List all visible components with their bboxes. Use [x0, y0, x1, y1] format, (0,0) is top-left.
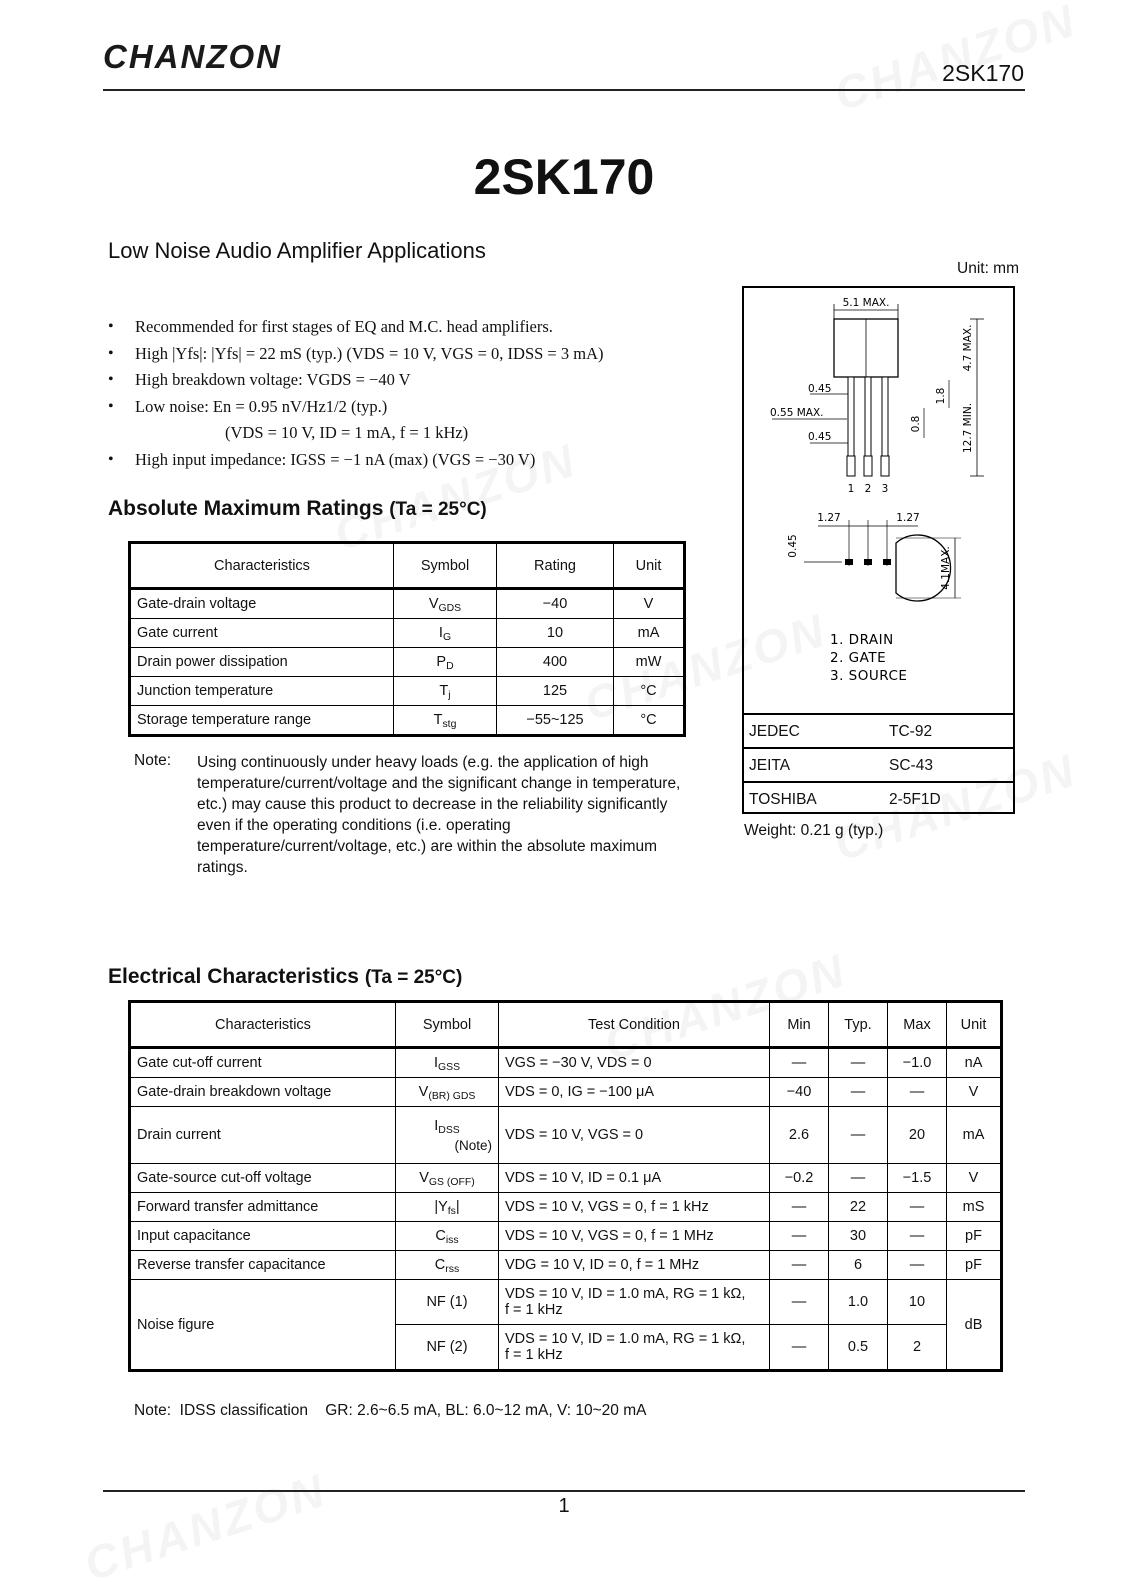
- amr-note-text: Using continuously under heavy loads (e.g. the application of high temperature/current/voltage and the significant change in temperature, etc.) may cause this product to decrease in the reliability significantly even if the operating conditions (i.e. operating temperature/current/voltage, etc.) are within the absolute maximum ratings.: [197, 754, 681, 876]
- package-weight: Weight: 0.21 g (typ.): [744, 822, 884, 839]
- package-standard-row: [744, 781, 1013, 816]
- page-title: 2SK170: [473, 149, 655, 205]
- characteristic-cell: Gate current: [130, 619, 394, 648]
- typ-cell: 1.0: [829, 1280, 888, 1325]
- footer-divider: [103, 1490, 1025, 1492]
- header-part-number: 2SK170: [942, 60, 1024, 86]
- standard-code: SC-43: [889, 757, 933, 774]
- symbol-cell: $P_D$: [394, 648, 497, 677]
- unit-cell: pF: [947, 1251, 1002, 1280]
- absolute-maximum-ratings-table: [128, 541, 686, 737]
- pin-pad-2: [864, 559, 872, 565]
- dim-18: 1.8: [935, 387, 947, 405]
- table-row: [130, 1193, 1002, 1222]
- pin-number: 3: [881, 483, 889, 495]
- max-cell: —: [888, 1193, 947, 1222]
- amr-condition: (Ta = 25°C): [389, 499, 487, 520]
- unit-cell: V: [947, 1078, 1002, 1107]
- lead-2: [865, 377, 871, 459]
- column-header: Max: [888, 1002, 947, 1048]
- pin-number: 2: [864, 483, 872, 495]
- lead-end-1: [847, 456, 855, 476]
- characteristic-cell: Gate-source cut-off voltage: [130, 1164, 396, 1193]
- symbol-cell: $V_{(BR) GDS}$: [396, 1078, 499, 1107]
- amr-heading: [108, 497, 487, 521]
- table-row: [130, 619, 685, 648]
- test-condition-cell: VDS = 10 V, ID = 1.0 mA, RG = 1 kΩ, f = 1 kHz: [499, 1280, 770, 1325]
- characteristic-cell: Drain power dissipation: [130, 648, 394, 677]
- package-drawing-panel: [742, 286, 1015, 814]
- test-condition-cell: VDG = 10 V, ID = 0, f = 1 MHz: [499, 1251, 770, 1280]
- dim-lead-055: 0.55 MAX.: [770, 407, 824, 419]
- characteristic-cell: Junction temperature: [130, 677, 394, 706]
- characteristic-cell: Gate-drain breakdown voltage: [130, 1078, 396, 1107]
- symbol-note: (Note): [454, 1137, 492, 1153]
- table-row: [130, 1280, 1002, 1325]
- table-row: [130, 1164, 1002, 1193]
- pin-legend-gate: 2. GATE: [830, 650, 887, 666]
- feature-item: • High breakdown voltage: VGDS = −40 V: [108, 367, 728, 394]
- unit-cell: mS: [947, 1193, 1002, 1222]
- feature-item: • High |Yfs|: |Yfs| = 22 mS (typ.) (VDS = 10 V, VGS = 0, IDSS = 3 mA): [108, 341, 728, 368]
- min-cell: —: [770, 1280, 829, 1325]
- test-condition-cell: VDS = 10 V, ID = 1.0 mA, RG = 1 kΩ, f = 1 kHz: [499, 1325, 770, 1371]
- column-header: Characteristics: [130, 1002, 396, 1048]
- typ-cell: —: [829, 1107, 888, 1164]
- characteristic-cell: Reverse transfer capacitance: [130, 1251, 396, 1280]
- header-divider: [103, 89, 1025, 91]
- rating-cell: −40: [497, 589, 614, 619]
- max-cell: —: [888, 1078, 947, 1107]
- standard-code: 2-5F1D: [889, 791, 941, 808]
- typ-cell: 6: [829, 1251, 888, 1280]
- lead-end-3: [881, 456, 889, 476]
- typ-cell: —: [829, 1078, 888, 1107]
- column-header: Rating: [497, 543, 614, 589]
- ec-title: Electrical Characteristics: [108, 965, 359, 988]
- table-row: [130, 1251, 1002, 1280]
- unit-cell: nA: [947, 1048, 1002, 1078]
- unit-cell: °C: [614, 677, 685, 706]
- symbol-cell: NF (2): [396, 1325, 499, 1371]
- ec-condition: (Ta = 25°C): [364, 967, 463, 988]
- unit-cell: mA: [947, 1107, 1002, 1164]
- characteristic-cell: Storage temperature range: [130, 706, 394, 736]
- package-outline-drawing: [744, 288, 1013, 708]
- symbol-cell: $V_{GDS}$: [394, 589, 497, 619]
- min-cell: —: [770, 1048, 829, 1078]
- unit-cell: pF: [947, 1222, 1002, 1251]
- dim-top-width: 5.1 MAX.: [842, 297, 890, 309]
- test-condition-cell: VDS = 10 V, VGS = 0: [499, 1107, 770, 1164]
- feature-item: • High input impedance: IGSS = −1 nA (max) (VGS = −30 V): [108, 447, 728, 474]
- standard-name: TOSHIBA: [749, 791, 817, 808]
- dim-body-41: 4.1MAX.: [940, 546, 952, 590]
- watermark: [78, 1463, 333, 1592]
- column-header: Symbol: [396, 1002, 499, 1048]
- column-header: Characteristics: [130, 543, 394, 589]
- column-header: Unit: [614, 543, 685, 589]
- symbol-cell: NF (1): [396, 1280, 499, 1325]
- pin-pad-1: [845, 559, 853, 565]
- brand-logo: CHANZON: [103, 38, 282, 75]
- dim-pitch-b: 1.27: [896, 512, 920, 524]
- symbol-cell: $T_{stg}$: [394, 706, 497, 736]
- table-row: [130, 706, 685, 736]
- rating-cell: 125: [497, 677, 614, 706]
- dim-lead-045-a: 0.45: [808, 383, 832, 395]
- typ-cell: 0.5: [829, 1325, 888, 1371]
- dim-lead-length: 12.7 MIN.: [962, 402, 974, 454]
- unit-cell: V: [947, 1164, 1002, 1193]
- characteristic-cell: Gate-drain voltage: [130, 589, 394, 619]
- unit-cell: V: [614, 589, 685, 619]
- test-condition-cell: VDS = 10 V, VGS = 0, f = 1 kHz: [499, 1193, 770, 1222]
- table-row: [130, 1222, 1002, 1251]
- typ-cell: 22: [829, 1193, 888, 1222]
- dim-side-045: 0.45: [787, 534, 799, 558]
- symbol-cell: $T_j$: [394, 677, 497, 706]
- feature-item: • Low noise: En = 0.95 nV/Hz1/2 (typ.): [108, 394, 728, 421]
- max-cell: —: [888, 1222, 947, 1251]
- symbol-cell: $I_{GSS}$: [396, 1048, 499, 1078]
- lead-3: [882, 377, 888, 459]
- min-cell: −40: [770, 1078, 829, 1107]
- standard-code: TC-92: [889, 723, 933, 740]
- package-standard-row: [744, 713, 1013, 748]
- column-header: Symbol: [394, 543, 497, 589]
- column-header: Min: [770, 1002, 829, 1048]
- unit-cell: dB: [947, 1280, 1002, 1371]
- column-header: Test Condition: [499, 1002, 770, 1048]
- pin-number: 1: [847, 483, 855, 495]
- dim-body-height: 4.7 MAX.: [962, 324, 974, 372]
- max-cell: 10: [888, 1280, 947, 1325]
- feature-item: • Recommended for first stages of EQ and M.C. head amplifiers.: [108, 314, 728, 341]
- feature-item-continued: (VDS = 10 V, ID = 1 mA, f = 1 kHz): [225, 423, 469, 442]
- typ-cell: 30: [829, 1222, 888, 1251]
- amr-title: Absolute Maximum Ratings: [108, 497, 384, 520]
- symbol-cell: $|Y_{fs}|$: [396, 1193, 499, 1222]
- table-row: [130, 1048, 1002, 1078]
- min-cell: 2.6: [770, 1107, 829, 1164]
- electrical-characteristics-table: [128, 1000, 1003, 1372]
- amr-note-label: Note:: [134, 752, 172, 769]
- standard-name: JEITA: [749, 757, 791, 774]
- symbol-cell: $I_G$: [394, 619, 497, 648]
- min-cell: —: [770, 1222, 829, 1251]
- characteristic-cell: Gate cut-off current: [130, 1048, 396, 1078]
- table-row: [130, 589, 685, 619]
- rating-cell: 10: [497, 619, 614, 648]
- min-cell: —: [770, 1251, 829, 1280]
- package-unit: Unit: mm: [957, 260, 1019, 277]
- unit-cell: mA: [614, 619, 685, 648]
- characteristic-cell: Drain current: [130, 1107, 396, 1164]
- symbol-cell: $C_{rss}$: [396, 1251, 499, 1280]
- symbol-cell: $C_{iss}$: [396, 1222, 499, 1251]
- rating-cell: 400: [497, 648, 614, 677]
- ec-heading: [108, 965, 462, 989]
- table-row: [130, 648, 685, 677]
- test-condition-cell: VDS = 10 V, ID = 0.1 μA: [499, 1164, 770, 1193]
- min-cell: —: [770, 1193, 829, 1222]
- page-subtitle: Low Noise Audio Amplifier Applications: [108, 238, 486, 263]
- lead-end-2: [864, 456, 872, 476]
- table-row: [130, 1107, 1002, 1164]
- max-cell: 20: [888, 1107, 947, 1164]
- rating-cell: −55~125: [497, 706, 614, 736]
- symbol-cell: $I_{DSS}$ (Note): [396, 1107, 499, 1164]
- package-standard-row: [744, 747, 1013, 782]
- pin-legend-drain: 1. DRAIN: [830, 632, 894, 648]
- characteristic-cell: Noise figure: [130, 1280, 396, 1371]
- table-row: [130, 1078, 1002, 1107]
- table-header-row: [130, 543, 685, 589]
- page-number: 1: [558, 1495, 570, 1517]
- test-condition-cell: VGS = −30 V, VDS = 0: [499, 1048, 770, 1078]
- ec-note: Note: IDSS classification GR: 2.6~6.5 mA, BL: 6.0~12 mA, V: 10~20 mA: [134, 1402, 647, 1419]
- max-cell: 2: [888, 1325, 947, 1371]
- characteristic-cell: Input capacitance: [130, 1222, 396, 1251]
- unit-cell: °C: [614, 706, 685, 736]
- dim-pitch-a: 1.27: [817, 512, 841, 524]
- typ-cell: —: [829, 1164, 888, 1193]
- lead-1: [848, 377, 854, 459]
- column-header: Typ.: [829, 1002, 888, 1048]
- symbol-cell: $V_{GS (OFF)}$: [396, 1164, 499, 1193]
- column-header: Unit: [947, 1002, 1002, 1048]
- max-cell: −1.5: [888, 1164, 947, 1193]
- dim-lead-045-b: 0.45: [808, 431, 832, 443]
- table-row: [130, 677, 685, 706]
- max-cell: —: [888, 1251, 947, 1280]
- typ-cell: —: [829, 1048, 888, 1078]
- max-cell: −1.0: [888, 1048, 947, 1078]
- pin-legend-source: 3. SOURCE: [830, 668, 908, 684]
- unit-cell: mW: [614, 648, 685, 677]
- characteristic-cell: Forward transfer admittance: [130, 1193, 396, 1222]
- min-cell: −0.2: [770, 1164, 829, 1193]
- table-header-row: [130, 1002, 1002, 1048]
- test-condition-cell: VDS = 0, IG = −100 μA: [499, 1078, 770, 1107]
- standard-name: JEDEC: [749, 723, 800, 740]
- test-condition-cell: VDS = 10 V, VGS = 0, f = 1 MHz: [499, 1222, 770, 1251]
- dim-08: 0.8: [910, 415, 922, 433]
- min-cell: —: [770, 1325, 829, 1371]
- feature-list: [108, 314, 728, 473]
- pin-pad-3: [883, 559, 891, 565]
